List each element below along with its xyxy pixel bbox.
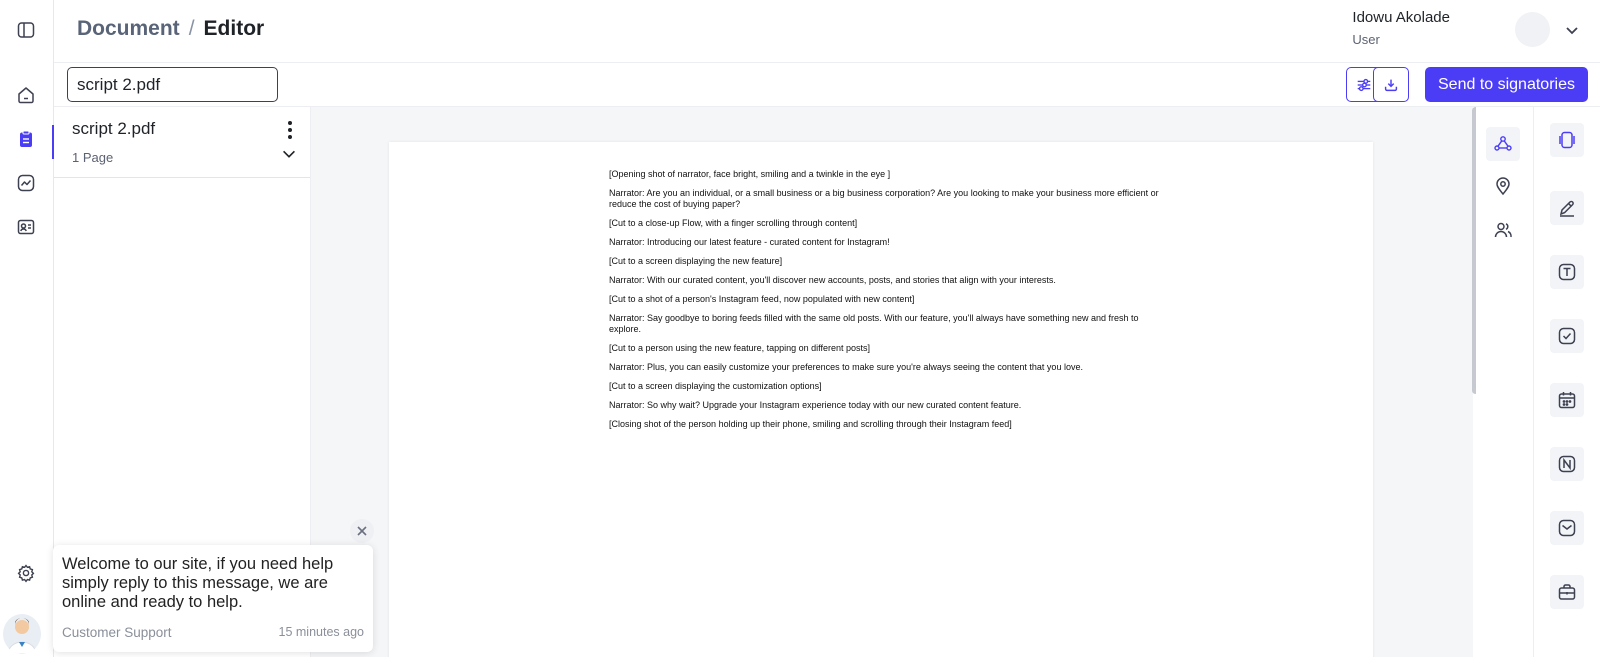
field-tools bbox=[1533, 107, 1600, 657]
close-icon bbox=[356, 525, 368, 537]
signature-pen-icon[interactable] bbox=[1550, 191, 1584, 225]
doc-line: [Cut to a shot of a person's Instagram feed, now populated with new content] bbox=[609, 294, 915, 304]
settings-icon[interactable] bbox=[9, 556, 43, 590]
send-to-signatories-button[interactable]: Send to signatories bbox=[1425, 67, 1588, 102]
user-role: User bbox=[1352, 32, 1380, 47]
clipboard-icon[interactable] bbox=[9, 122, 43, 156]
signer-network-icon[interactable] bbox=[1486, 127, 1520, 161]
checkbox-icon[interactable] bbox=[1550, 319, 1584, 353]
download-button[interactable] bbox=[1373, 67, 1409, 102]
file-page-count: 1 Page bbox=[72, 150, 114, 165]
doc-line: Narrator: So why wait? Upgrade your Instagram experience today with our new curated content feature. bbox=[609, 400, 1022, 410]
initials-icon[interactable] bbox=[1550, 447, 1584, 481]
users-icon[interactable] bbox=[1486, 213, 1520, 247]
mail-icon[interactable] bbox=[1550, 511, 1584, 545]
avatar[interactable] bbox=[1515, 12, 1550, 47]
user-name: Idowu Akolade bbox=[1352, 9, 1450, 26]
sliders-icon bbox=[1355, 76, 1373, 94]
chat-sender: Customer Support bbox=[62, 625, 172, 640]
doc-line: Narrator: With our curated content, you'll discover new accounts, posts, and stories that align with your interests. bbox=[609, 275, 1056, 285]
chat-close-button[interactable] bbox=[350, 519, 374, 543]
doc-line: [Opening shot of narrator, face bright, smiling and a twinkle in the eye ] bbox=[609, 169, 891, 179]
signer-tools bbox=[1476, 107, 1532, 657]
calendar-icon[interactable] bbox=[1550, 383, 1584, 417]
doc-line: [Cut to a screen displaying the new feature] bbox=[609, 256, 783, 266]
file-name: script 2.pdf bbox=[72, 119, 156, 138]
breadcrumb bbox=[77, 17, 264, 41]
chat-message-card[interactable] bbox=[53, 545, 373, 652]
breadcrumb-separator: / bbox=[188, 17, 195, 40]
top-header bbox=[54, 0, 1600, 63]
document-text bbox=[609, 169, 1164, 438]
filename-input[interactable] bbox=[67, 67, 278, 102]
editor-toolbar bbox=[54, 63, 1600, 107]
support-avatar[interactable] bbox=[3, 614, 41, 654]
list-item[interactable] bbox=[54, 107, 310, 178]
chart-icon[interactable] bbox=[9, 166, 43, 200]
doc-line: [Cut to a close-up Flow, with a finger scrolling through content] bbox=[609, 218, 858, 228]
doc-line: [Closing shot of the person holding up their phone, smiling and scrolling through their Instagram feed] bbox=[609, 419, 1012, 429]
chat-message: Welcome to our site, if you need help simply reply to this message, we are online and ready to help. bbox=[62, 555, 334, 611]
doc-line: Narrator: Are you an individual, or a small business or a big business corporation? Are you looking to make your business more efficient or reduce the cost of buying paper? bbox=[609, 188, 1159, 209]
user-info[interactable] bbox=[1352, 9, 1450, 47]
briefcase-icon[interactable] bbox=[1550, 575, 1584, 609]
doc-line: [Cut to a person using the new feature, tapping on different posts] bbox=[609, 343, 871, 353]
doc-line: [Cut to a screen displaying the customization options] bbox=[609, 381, 822, 391]
location-pin-icon[interactable] bbox=[1486, 169, 1520, 203]
breadcrumb-document[interactable]: Document bbox=[77, 17, 180, 40]
document-canvas[interactable] bbox=[311, 107, 1473, 657]
mobile-frame-icon[interactable] bbox=[1550, 123, 1584, 157]
doc-line: Narrator: Introducing our latest feature - curated content for Instagram! bbox=[609, 237, 890, 247]
breadcrumb-editor: Editor bbox=[203, 17, 265, 40]
doc-line: Narrator: Say goodbye to boring feeds filled with the same old posts. With our feature, you'll always have something new and fresh to explore. bbox=[609, 313, 1139, 334]
left-rail bbox=[0, 0, 54, 657]
text-box-icon[interactable] bbox=[1550, 255, 1584, 289]
chevron-down-icon[interactable] bbox=[1562, 20, 1582, 40]
doc-line: Narrator: Plus, you can easily customize your preferences to make sure you're always seeing the content that you love. bbox=[609, 362, 1083, 372]
home-icon[interactable] bbox=[9, 78, 43, 112]
chevron-down-icon[interactable] bbox=[280, 145, 298, 163]
document-page[interactable] bbox=[389, 142, 1373, 657]
chat-timestamp: 15 minutes ago bbox=[278, 625, 364, 639]
more-vertical-icon[interactable] bbox=[283, 119, 297, 141]
download-icon bbox=[1382, 76, 1400, 94]
sidebar-toggle-icon[interactable] bbox=[9, 13, 43, 47]
contact-card-icon[interactable] bbox=[9, 210, 43, 244]
